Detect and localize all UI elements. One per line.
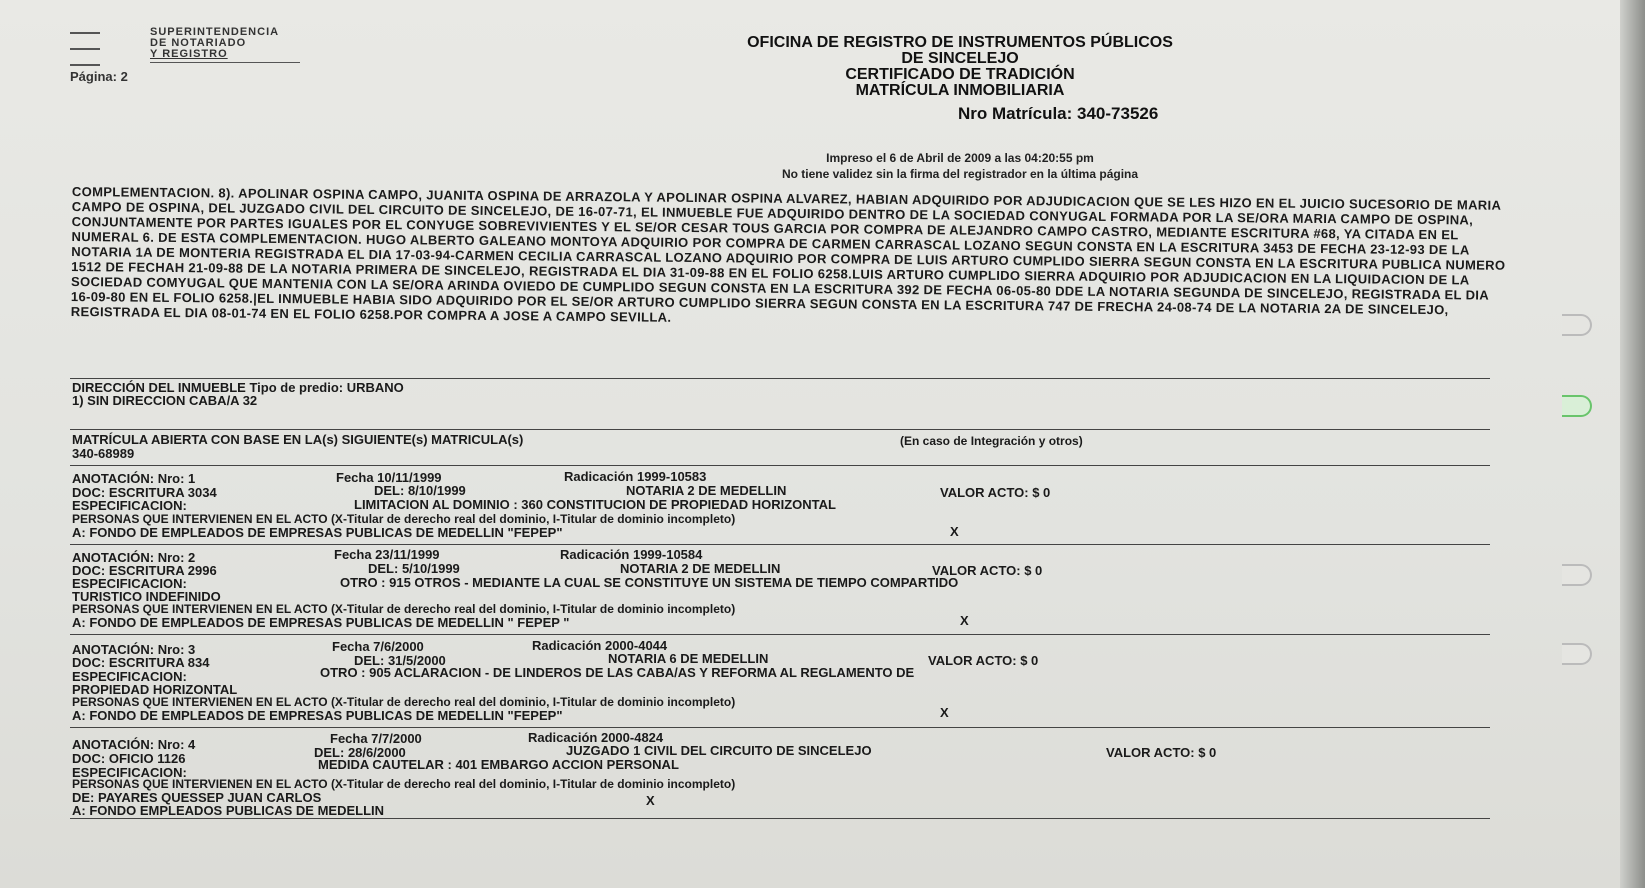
especificacion-value: OTRO : 915 OTROS - MEDIANTE LA CUAL SE CONSTITUYE UN SISTEMA DE TIEMPO COMPARTIDO [340,575,959,590]
titular-mark: X [940,705,949,720]
titular-mark: X [950,524,959,539]
binder-hole [1562,643,1592,665]
persona-a: A: FONDO DE EMPLEADOS DE EMPRESAS PUBLICAS DE MEDELLIN "FEPEP" [72,708,563,723]
divider [70,429,1490,430]
anotacion-del: DEL: 28/6/2000 [314,745,406,760]
anotacion-valor: VALOR ACTO: $ 0 [1106,745,1217,760]
persona-de: DE: PAYARES QUESSEP JUAN CARLOS [72,790,322,805]
especificacion-continuation: PROPIEDAD HORIZONTAL [72,682,238,697]
personas-heading: PERSONAS QUE INTERVIENEN EN EL ACTO (X-Titular de derecho real del dominio, I-Titular de dominio incompleto) [72,602,736,616]
binder-hole [1562,314,1592,336]
anotacion-number: ANOTACIÓN: Nro: 2 [72,550,196,565]
matricula-abierta-heading: MATRÍCULA ABIERTA CON BASE EN LA(s) SIGUIENTE(s) MATRICULA(s) [72,432,524,447]
anotacion-entidad: NOTARIA 6 DE MEDELLIN [608,651,769,666]
divider [70,378,1490,379]
anotacion-number: ANOTACIÓN: Nro: 1 [72,471,196,486]
direccion-heading: DIRECCIÓN DEL INMUEBLE Tipo de predio: URBANO [72,380,404,395]
anotacion-valor: VALOR ACTO: $ 0 [932,563,1043,578]
especificacion-value: MEDIDA CAUTELAR : 401 EMBARGO ACCION PERSONAL [318,757,679,772]
anotacion-doc: DOC: OFICIO 1126 [72,751,186,766]
anotacion-radicacion: Radicación 2000-4824 [528,730,664,745]
divider [70,727,1490,728]
logo-line-1: SUPERINTENDENCIA [150,26,280,38]
logo-line-2: DE NOTARIADO [150,37,247,49]
anotacion-entidad: NOTARIA 2 DE MEDELLIN [626,483,787,498]
persona-a: A: FONDO EMPLEADOS PUBLICAS DE MEDELLIN [72,803,385,818]
print-info [560,150,1360,182]
anotacion-number: ANOTACIÓN: Nro: 4 [72,737,196,752]
superintendencia-logo [70,26,320,66]
anotacion-fecha: Fecha 7/6/2000 [332,639,424,654]
persona-a: A: FONDO DE EMPLEADOS DE EMPRESAS PUBLICAS DE MEDELLIN " FEPEP " [72,615,570,630]
page-edge [1620,0,1645,888]
logo-line-3: Y REGISTRO [150,48,228,60]
matricula-abierta-value: 340-68989 [72,446,135,461]
divider [70,465,1490,466]
anotacion-fecha: Fecha 10/11/1999 [336,470,442,485]
personas-heading: PERSONAS QUE INTERVIENEN EN EL ACTO (X-Titular de derecho real del dominio, I-Titular de dominio incompleto) [72,512,736,526]
binder-hole [1562,564,1592,586]
anotacion-doc: DOC: ESCRITURA 834 [72,655,210,670]
especificacion-label: ESPECIFICACION: [72,765,187,780]
especificacion-label: ESPECIFICACION: [72,669,187,684]
certificate-title: CERTIFICADO DE TRADICIÓN [845,66,1075,83]
anotacion-entidad: NOTARIA 2 DE MEDELLIN [620,561,781,576]
especificacion-value: LIMITACION AL DOMINIO : 360 CONSTITUCION DE PROPIEDAD HORIZONTAL [354,497,836,512]
anotacion-del: DEL: 8/10/1999 [374,483,466,498]
anotacion-valor: VALOR ACTO: $ 0 [940,485,1051,500]
especificacion-label: ESPECIFICACION: [72,498,187,513]
anotacion-del: DEL: 5/10/1999 [368,561,460,576]
page-number: Página: 2 [70,69,128,84]
certificate-subtitle: MATRÍCULA INMOBILIARIA [855,82,1065,99]
printed-date: Impreso el 6 de Abril de 2009 a las 04:20:55 pm [826,151,1094,165]
divider [70,634,1490,635]
anotacion-doc: DOC: ESCRITURA 3034 [72,485,217,500]
anotacion-number: ANOTACIÓN: Nro: 3 [72,642,196,657]
titular-mark: X [646,793,655,808]
especificacion-value: OTRO : 905 ACLARACION - DE LINDEROS DE LAS CABA/AS Y REFORMA AL REGLAMENTO DE [320,665,915,680]
document-header [560,35,1360,99]
anotacion-valor: VALOR ACTO: $ 0 [928,653,1039,668]
matricula-number: Nro Matrícula: 340-73526 [958,104,1159,123]
personas-heading: PERSONAS QUE INTERVIENEN EN EL ACTO (X-Titular de derecho real del dominio, I-Titular de dominio incompleto) [72,777,736,791]
complementacion-text: COMPLEMENTACION. 8). APOLINAR OSPINA CAMPO, JUANITA OSPINA DE ARRAZOLA Y APOLINAR OSPINA ALVAREZ, HABIAN ADQUIRIDO POR ADJUDICACION QUE SE LES HIZO EN EL JUICIO SUCESORIO DE MARIA CAMPO DE OSPINA, DEL JUZGADO CIVIL DEL CIRCUITO DE SINCELEJO, DE 16-07-71, EL INMUEBLE FUE ADQUIRIDO DENTRO DE LA SOCIEDAD CONYUGAL FORMADA POR LA SE/ORA MARIA CAMPO DE OSPINA, CONJUNTAMENTE POR PARTES IGUALES POR EL CONYUGE SOBREVIVIENTES Y EL SE/OR CESAR TOUS GARCIA POR COMPRA DE ALEJANDRO CAMPO CASTRO, MEDIANTE ESCRITURA #68, YA CITADA EN EL NUMERAL 6. DE ESTA COMPLEMENTACION. HUGO ALBERTO GALEANO MONTOYA ADQUIRIO POR COMPRA DE CARMEN CARRASCAL LOZANO SEGUN CONSTA EN LA ESCRITURA 3453 DE FECHA 23-12-93 DE LA NOTARIA 1A DE MONTERIA REGISTRADA EL DIA 17-03-94-CARMEN CECILIA CARRASCAL LOZANO ADQUIRIO POR COMPRA DE LUIS ARTURO CUMPLIDO SIERRA SEGUN CONSTA EN LA ESCRITURA PUBLICA NUMERO 1512 DE FECHAH 21-09-88 DE LA NOTARIA PRIMERA DE SINCELEJO, REGISTRADA EL DIA 31-09-88 EN EL FOLIO 6258.LUIS ARTURO CUMPLIDO SIERRA ADQUIRIO POR ADJUDICACION EN LA LIQUIDACION DE LA SOCIEDAD COMYUGAL QUE MANTENIA CON LA SE/ORA ARINDA OVIEDO DE CUMPLIDO SEGUN CONSTA EN LA ESCRITURA 392 DE FECHA 06-05-80 DDE LA NOTARIA SEGUNDA DE SINCELEJO, REGISTRADA EL DIA 16-09-80 EN EL FOLIO 6258.|EL INMUEBLE HABIA SIDO ADQUIRIDO POR EL SE/OR ARTURO CUMPLIDO SIERRA SEGUN CONSTA EN LA ESCRITURA 747 DE FRECHA 24-08-74 DE LA NOTARIA 2A DE SINCELEJO, REGISTRADA EL DIA 08-01-74 EN EL FOLIO 6258.POR COMPRA A JOSE A CAMPO SEVILLA. [70,184,1506,325]
anotacion-radicacion: Radicación 2000-4044 [532,638,668,653]
office-title: OFICINA DE REGISTRO DE INSTRUMENTOS PÚBLICOS [747,34,1173,51]
divider [70,544,1490,545]
titular-mark: X [960,613,969,628]
especificacion-label: ESPECIFICACION: [72,576,187,591]
anotacion-entidad: JUZGADO 1 CIVIL DEL CIRCUITO DE SINCELEJO [566,743,872,758]
especificacion-continuation: TURISTICO INDEFINIDO [72,589,221,604]
anotacion-fecha: Fecha 23/11/1999 [334,547,440,562]
binder-tab-green [1562,395,1592,417]
validity-note: No tiene validez sin la firma del registrador en la última página [781,167,1139,181]
divider [70,818,1490,819]
anotacion-radicacion: Radicación 1999-10584 [560,547,703,562]
anotacion-radicacion: Radicación 1999-10583 [564,469,707,484]
personas-heading: PERSONAS QUE INTERVIENEN EN EL ACTO (X-Titular de derecho real del dominio, I-Titular de dominio incompleto) [72,695,736,709]
persona-a: A: FONDO DE EMPLEADOS DE EMPRESAS PUBLICAS DE MEDELLIN "FEPEP" [72,525,563,540]
matricula-abierta-note: (En caso de Integración y otros) [900,434,1083,448]
anotacion-del: DEL: 31/5/2000 [354,653,446,668]
anotacion-doc: DOC: ESCRITURA 2996 [72,563,217,578]
anotacion-fecha: Fecha 7/7/2000 [330,731,422,746]
office-city: DE SINCELEJO [901,50,1019,67]
direccion-value: 1) SIN DIRECCION CABA/A 32 [72,393,258,408]
